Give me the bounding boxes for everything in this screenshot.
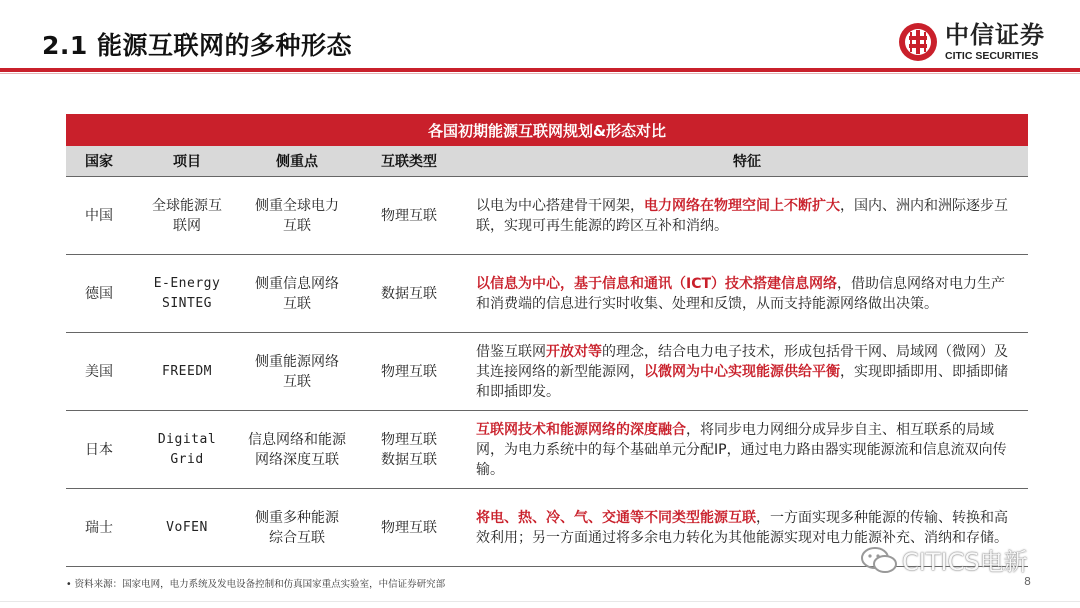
header-project: 项目 bbox=[173, 154, 201, 170]
cell-project: FREEDM bbox=[162, 363, 212, 379]
feature-segment: ，借助信息网络对电力生产和消费端的信息进行实时收集、处理和反馈，从而支持能源网络做出决策。 bbox=[476, 275, 1006, 312]
cell-type: 数据互联 bbox=[381, 285, 437, 302]
table-row bbox=[66, 255, 1028, 333]
cell-project: Digital Grid bbox=[157, 431, 217, 467]
header-type: 互联类型 bbox=[381, 154, 437, 170]
feature-highlight: 互联网技术和能源网络的深度融合 bbox=[476, 421, 686, 438]
cell-project: 全球能源互联网 bbox=[152, 197, 222, 234]
cell-country: 中国 bbox=[85, 207, 113, 224]
feature-text bbox=[476, 274, 1010, 314]
feature-segment: ，国内、洲内和洲际逐步互联，实现可再生能源的跨区互补和消纳。 bbox=[476, 197, 1008, 234]
header-country: 国家 bbox=[85, 154, 113, 170]
source-footnote: • 资料来源：国家电网，电力系统及发电设备控制和仿真国家重点实验室，中信证券研究部 bbox=[66, 579, 446, 590]
page-title: 2.1 能源互联网的多种形态 bbox=[42, 31, 352, 60]
cell-type: 物理互联 bbox=[381, 363, 437, 380]
table-row bbox=[66, 411, 1028, 489]
cell-focus: 侧重能源网络互联 bbox=[255, 353, 339, 390]
feature-segment: 以电为中心搭建骨干网架， bbox=[476, 197, 644, 214]
cell-focus: 信息网络和能源网络深度互联 bbox=[248, 431, 346, 468]
feature-text bbox=[476, 196, 1010, 236]
cell-feature bbox=[466, 411, 1028, 488]
cell-country: 美国 bbox=[85, 363, 113, 380]
table-header-row bbox=[66, 146, 1028, 177]
cell-feature bbox=[466, 177, 1028, 254]
table-row bbox=[66, 177, 1028, 255]
cell-type: 物理互联 bbox=[381, 207, 437, 224]
feature-segment: 借鉴互联网 bbox=[476, 343, 546, 360]
cell-focus: 侧重信息网络互联 bbox=[255, 275, 339, 312]
wechat-icon bbox=[860, 545, 898, 575]
feature-segment: 的理念，结合电力电子技术，形成包括骨干网、局域网（微网）及其连接网络的新型能源网， bbox=[476, 343, 1008, 380]
watermark-text: CITICS电新 bbox=[902, 548, 1028, 576]
table-row bbox=[66, 333, 1028, 411]
logo-name-en: CITIC SECURITIES bbox=[945, 49, 1039, 62]
cell-feature bbox=[466, 333, 1028, 410]
feature-segment: ，将同步电力网细分成异步自主、相互联系的局域网，为电力系统中的每个基础单元分配IP，通过电力路由器实现能源流和信息流双向传输。 bbox=[476, 421, 1007, 478]
feature-text bbox=[476, 342, 1010, 402]
footer-divider bbox=[0, 601, 1080, 602]
header-divider-thin bbox=[0, 73, 1080, 74]
cell-feature bbox=[466, 255, 1028, 332]
header-feature: 特征 bbox=[733, 154, 761, 170]
header-focus: 侧重点 bbox=[276, 154, 318, 170]
logo-name-cn: 中信证券 bbox=[945, 19, 1045, 49]
citic-logo-icon bbox=[897, 21, 939, 63]
feature-highlight: 开放对等 bbox=[546, 343, 602, 360]
cell-project: E-Energy SINTEG bbox=[153, 275, 221, 311]
page-number: 8 bbox=[1024, 575, 1031, 588]
feature-segment: ，一方面实现多种能源的传输、转换和高效利用；另一方面通过将多余电力转化为其他能源实现对电力能源补充、消纳和存储。 bbox=[476, 509, 1008, 546]
cell-focus: 侧重多种能源综合互联 bbox=[255, 509, 339, 546]
cell-country: 瑞士 bbox=[85, 519, 113, 536]
cell-focus: 侧重全球电力互联 bbox=[255, 197, 339, 234]
feature-highlight: 以微网为中心实现能源供给平衡 bbox=[644, 363, 840, 380]
cell-type: 物理互联 数据互联 bbox=[381, 431, 437, 468]
feature-text bbox=[476, 420, 1010, 480]
feature-segment: ，实现即插即用、即插即储和即插即发。 bbox=[476, 363, 1008, 400]
cell-type: 物理互联 bbox=[381, 519, 437, 536]
cell-country: 日本 bbox=[85, 441, 113, 458]
cell-country: 德国 bbox=[85, 285, 113, 302]
comparison-table bbox=[66, 114, 1028, 567]
feature-highlight: 电力网络在物理空间上不断扩大 bbox=[644, 197, 840, 214]
citic-logo bbox=[897, 18, 1067, 66]
table-title: 各国初期能源互联网规划&形态对比 bbox=[66, 114, 1028, 146]
wechat-watermark bbox=[860, 542, 1028, 577]
feature-highlight: 以信息为中心，基于信息和通讯（ICT）技术搭建信息网络 bbox=[476, 275, 838, 292]
cell-project: VoFEN bbox=[166, 519, 208, 535]
feature-highlight: 将电、热、冷、气、交通等不同类型能源互联 bbox=[476, 509, 756, 526]
source-footnote-text: 资料来源：国家电网，电力系统及发电设备控制和仿真国家重点实验室，中信证券研究部 bbox=[74, 579, 446, 590]
header-divider bbox=[0, 68, 1080, 72]
